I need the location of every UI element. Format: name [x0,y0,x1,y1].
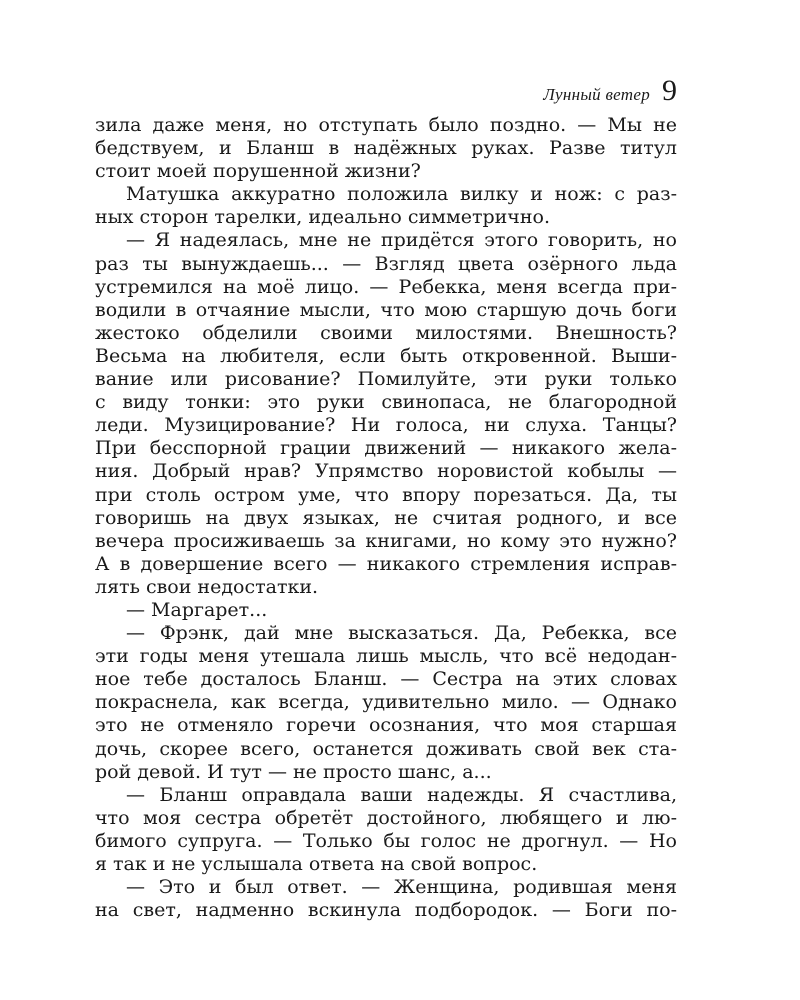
text-line: эти годы меня утешала лишь мысль, что всё недодан- [95,645,677,668]
text-line: водили в отчаяние мысли, что мою старшую дочь боги [95,298,677,321]
text-line: вание или рисование? Помилуйте, эти руки только [95,368,677,391]
body-text [95,114,677,922]
text-line: вечера просиживаешь за книгами, но кому это нужно? [95,529,677,552]
text-line: При бесспорной грации движений — никакого жела- [95,437,677,460]
text-line: это не отменяло горечи осознания, что моя старшая [95,714,677,737]
text-line: А в довершение всего — никакого стремления исправ- [95,552,677,575]
text-line: лять свои недостатки. [95,575,319,598]
text-line: бедствуем, и Бланш в надёжных руках. Разве титул [95,137,677,160]
text-line: раз ты вынуждаешь... — Взгляд цвета озёрного льда [95,252,677,275]
page-header [543,76,677,106]
text-line: — Маргарет... [126,598,268,621]
text-line: стоит моей порушенной жизни? [95,160,421,183]
running-title: Лунный ветер [543,85,650,104]
text-line: бимого супруга. — Только бы голос не дрогнул. — Но [95,829,677,852]
text-line: леди. Музицирование? Ни голоса, ни слуха. Танцы? [95,414,677,437]
page-number: 9 [662,74,677,107]
text-line: говоришь на двух языках, не считая родного, и все [95,506,677,529]
text-line: рой девой. И тут — не просто шанс, а... [95,760,492,783]
text-line: покраснела, как всегда, удивительно мило. — Однако [95,691,677,714]
text-line: — Это и был ответ. — Женщина, родившая меня [126,876,677,899]
text-line: устремился на моё лицо. — Ребекка, меня всегда при- [95,275,677,298]
text-line: на свет, надменно вскинула подбородок. — Боги по- [95,899,677,922]
text-line: я так и не услышала ответа на свой вопрос. [95,853,538,875]
text-line: — Бланш оправдала ваши надежды. Я счастлива, [126,783,677,806]
text-line: — Я надеялась, мне не придётся этого говорить, но [126,229,677,252]
text-line: что моя сестра обретёт достойного, любящего и лю- [95,806,677,829]
text-line: дочь, скорее всего, останется доживать свой век ста- [95,737,677,760]
text-line: зила даже меня, но отступать было поздно. — Мы не [95,114,677,136]
text-line: жестоко обделили своими милостями. Внешность? [95,321,677,344]
text-line: ное тебе досталось Бланш. — Сестра на этих словах [95,668,677,691]
text-line: ных сторон тарелки, идеально симметрично. [95,206,551,229]
text-line: Матушка аккуратно положила вилку и нож: с раз- [126,183,677,206]
text-line: — Фрэнк, дай мне высказаться. Да, Ребекка, все [126,622,677,645]
text-line: при столь остром уме, что впору порезаться. Да, ты [95,483,677,506]
text-line: Весьма на любителя, если быть откровенной. Выши- [95,344,677,367]
text-line: ния. Добрый нрав? Упрямство норовистой кобылы — [95,460,677,483]
text-line: с виду тонки: это руки свинопаса, не благородной [95,391,677,414]
